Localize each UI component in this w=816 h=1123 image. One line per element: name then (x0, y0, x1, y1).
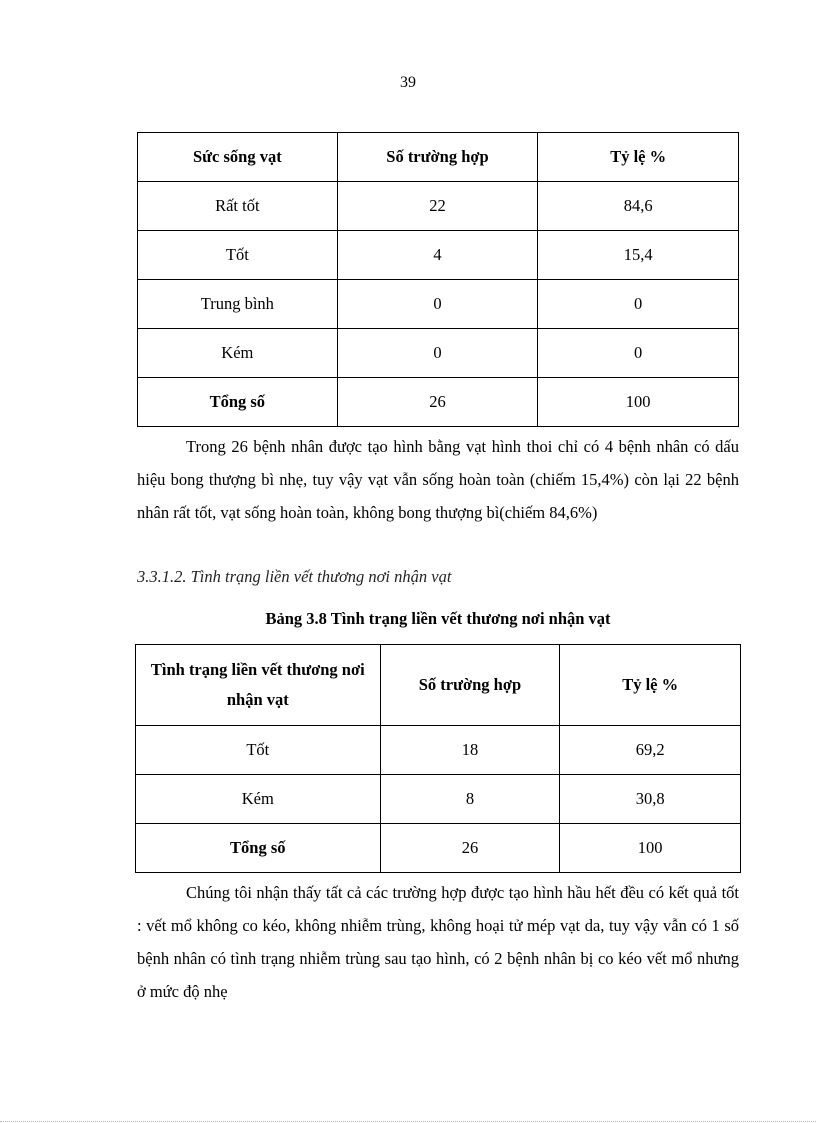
table-row (138, 231, 739, 280)
paragraph-vitality-summary: Trong 26 bệnh nhân được tạo hình bằng vạt hình thoi chỉ có 4 bệnh nhân có dấu hiệu bong thượng bì nhẹ, tuy vậy vạt vẫn sống hoàn toàn (chiếm 15,4%) còn lại 22 bệnh nhân rất tốt, vạt sống hoàn toàn, không bong thượng bì(chiếm 84,6%) (137, 437, 739, 522)
table-total-row (136, 824, 741, 873)
cell-percent: 30,8 (560, 775, 741, 824)
cell-label: Kém (136, 775, 381, 824)
table-row (136, 726, 741, 775)
cell-percent: 15,4 (538, 231, 739, 280)
header-percent: Tỷ lệ % (560, 645, 741, 726)
header-wound-status: Tình trạng liền vết thương nơi nhận vạt (136, 645, 381, 726)
cell-count: 4 (337, 231, 538, 280)
cell-label: Trung bình (138, 280, 338, 329)
cell-count: 22 (337, 182, 538, 231)
table-row (138, 182, 739, 231)
header-case-count: Số trường hợp (337, 133, 538, 182)
vitality-table (137, 132, 739, 427)
cell-count: 0 (337, 280, 538, 329)
cell-count: 26 (337, 378, 538, 427)
table-row (138, 280, 739, 329)
cell-percent: 84,6 (538, 182, 739, 231)
header-case-count: Số trường hợp (380, 645, 560, 726)
cell-total-label: Tổng số (136, 824, 381, 873)
cell-percent: 0 (538, 329, 739, 378)
cell-label: Tốt (138, 231, 338, 280)
cell-count: 8 (380, 775, 560, 824)
cell-percent: 69,2 (560, 726, 741, 775)
paragraph-healing-summary: Chúng tôi nhận thấy tất cả các trường hợp được tạo hình hầu hết đều có kết quả tốt : vết mổ không co kéo, không nhiễm trùng, không hoại tử mép vạt da, tuy vậy vẫn có 1 số bệnh nhân có tình trạng nhiễm trùng sau tạo hình, có 2 bệnh nhân bị co kéo vết mổ nhưng ở mức độ nhẹ (137, 883, 739, 1001)
table-total-row (138, 378, 739, 427)
cell-label: Kém (138, 329, 338, 378)
cell-count: 26 (380, 824, 560, 873)
table-header-row (136, 645, 741, 726)
header-percent: Tỷ lệ % (538, 133, 739, 182)
header-vitality: Sức sống vạt (138, 133, 338, 182)
section-heading: 3.3.1.2. Tình trạng liền vết thương nơi nhận vạt (137, 567, 452, 586)
cell-count: 18 (380, 726, 560, 775)
cell-percent: 100 (560, 824, 741, 873)
page-number: 39 (400, 74, 416, 91)
table-caption: Bảng 3.8 Tình trạng liền vết thương nơi nhận vạt (265, 609, 611, 628)
cell-percent: 100 (538, 378, 739, 427)
cell-percent: 0 (538, 280, 739, 329)
cell-total-label: Tổng số (138, 378, 338, 427)
cell-count: 0 (337, 329, 538, 378)
cell-label: Rất tốt (138, 182, 338, 231)
wound-healing-table (135, 644, 741, 873)
table-header-row (138, 133, 739, 182)
table-row (138, 329, 739, 378)
table-row (136, 775, 741, 824)
page-bottom-divider (0, 1121, 816, 1122)
cell-label: Tốt (136, 726, 381, 775)
